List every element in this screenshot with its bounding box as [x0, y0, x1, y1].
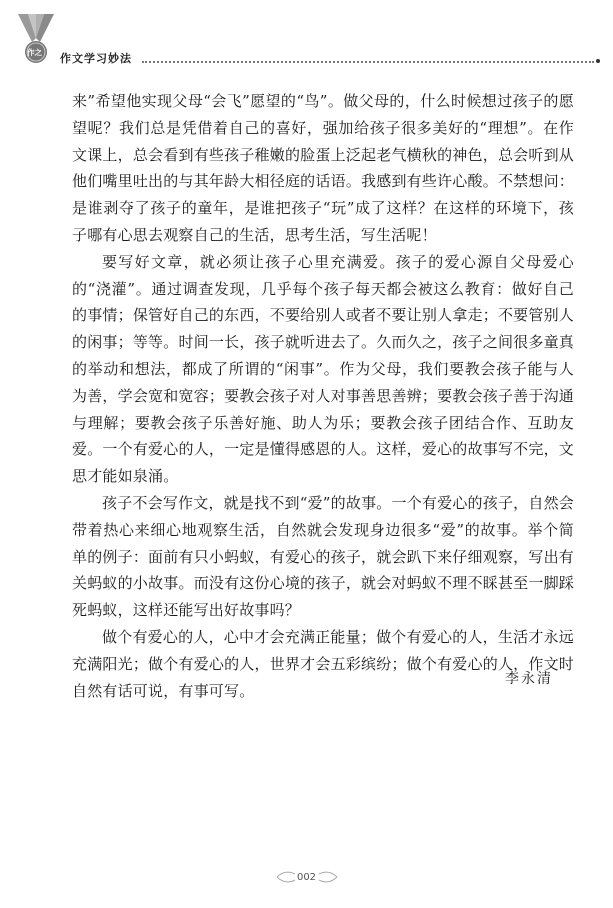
paragraph-4: 做个有爱心的人，心中才会充满正能量；做个有爱心的人，生活才永远充满阳光；做个有爱心的人，世界才会五彩缤纷；做个有爱心的人，作文时自然有话可说，有事可写。: [72, 627, 574, 700]
paragraph-1: 来”希望他实现父母“会飞”愿望的“鸟”。做父母的，什么时候想过孩子的愿望呢？我们总是凭借着自己的喜好，强加给孩子很多美好的“理想”。在作文课上，总会看到有些孩子稚嫩的脸蛋上泛起老气横秋的神色，总会听到从他们嘴里吐出的与其年龄大相径庭的话语。我感到有些许心酸。不禁想问：是谁剥夺了孩子的童年，是谁把孩子“玩”成了这样？在这样的环境下，孩子哪有心思去观察自己的生活，思考生活，写生活呢！: [72, 92, 574, 244]
header-badge-text: 作之: [27, 48, 42, 57]
author-name: 李永清: [505, 671, 553, 687]
page-number: 002: [296, 872, 317, 883]
page-header: [14, 12, 599, 64]
page-footer: [0, 862, 613, 892]
paragraph-3: 孩子不会写作文，就是找不到“爱”的故事。一个有爱心的孩子，自然会带着热心来细心地观察生活，自然就会发现身边很多“爱”的故事。举个简单的例子：面前有只小蚂蚁，有爱心的孩子，就会趴下来仔细观察，写出有关蚂蚁的小故事。而没有这份心境的孩子，就会对蚂蚁不理不睬甚至一脚踩死蚂蚁，这样还能写出好故事吗？: [72, 493, 574, 620]
header-end-dot: [596, 59, 600, 63]
article-body: [72, 88, 574, 704]
header-title: 作文学习妙法: [60, 52, 132, 65]
header-dotted-rule: [142, 61, 594, 63]
paragraph-2: 要写好文章，就必须让孩子心里充满爱。孩子的爱心源自父母爱心的“浇灌”。通过调查发现，几乎每个孩子每天都会被这么教育：做好自己的事情；保管好自己的东西，不要给别人或者不要让别人拿走；不要管别人的闲事；等等。时间一长，孩子就听进去了。久而久之，孩子之间很多童真的举动和想法，都成了所谓的“闲事”。作为父母，我们要教会孩子能与人为善，学会宽和宽容；要教会孩子对人对事善思善辨；要教会孩子善于沟通与理解；要教会孩子乐善好施、助人为乐；要教会孩子团结合作、互助友爱。一个有爱心的人，一定是懂得感恩的人。这样，爱心的故事写不完，文思才能如泉涌。: [72, 252, 574, 486]
